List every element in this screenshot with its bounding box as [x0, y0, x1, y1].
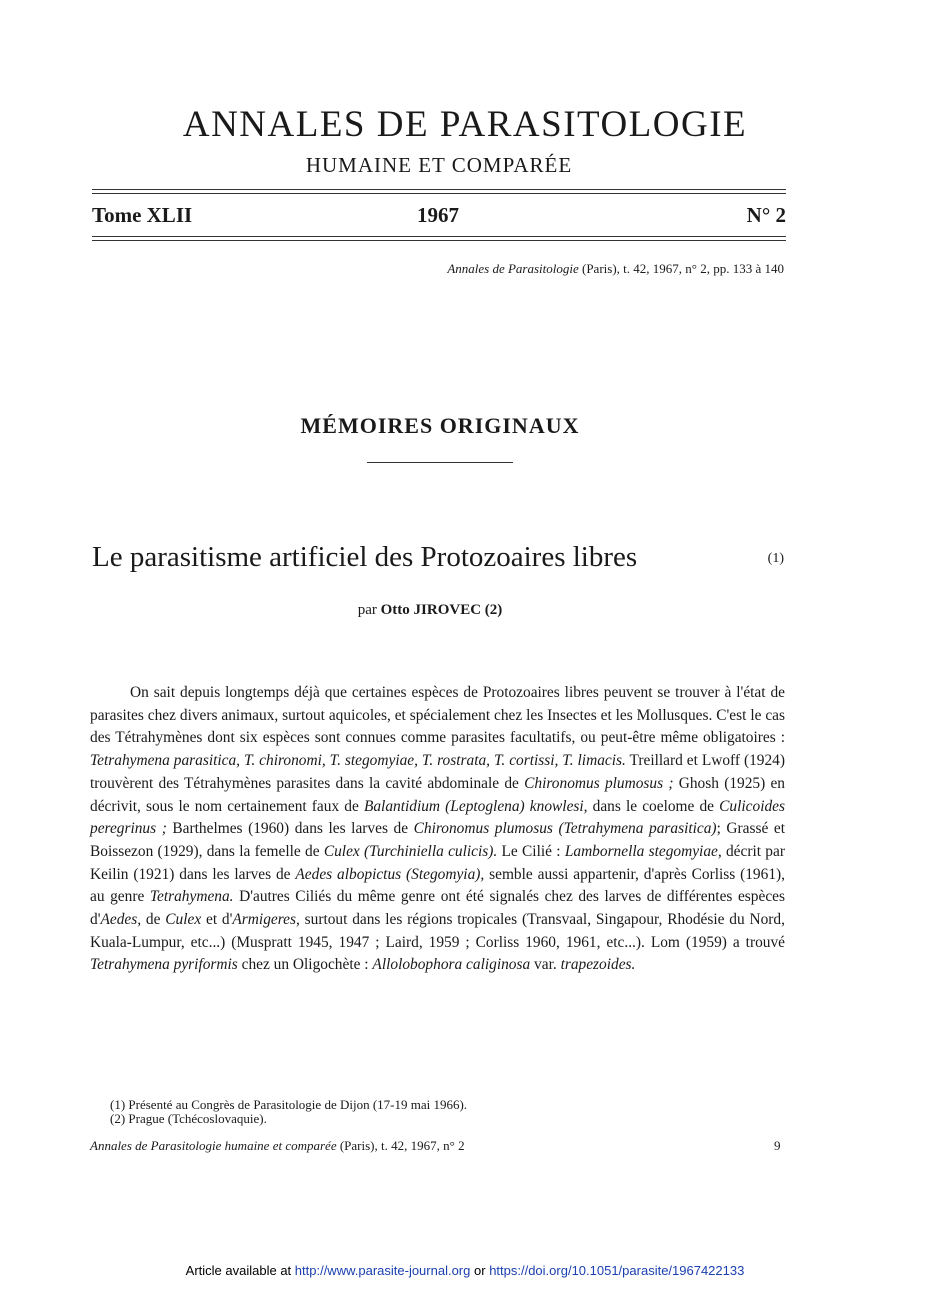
body-text-run: de [145, 911, 161, 929]
footnote-2: (2) Prague (Tchécoslovaquie). [110, 1111, 267, 1126]
footer-details: (Paris), t. 42, 1967, n° 2 [339, 1138, 465, 1153]
tome-label: Tome XLII [92, 203, 193, 227]
body-text-run: Treillard et Lwoff (1924) trouvèrent des Tétrahymènes parasites dans la cavité abdominale de [90, 752, 786, 792]
issue-row [92, 203, 786, 231]
title-footnote-ref: (1) [767, 551, 784, 566]
body-italic-run: Chironomus plumosus ; [524, 774, 674, 792]
body-paragraph [90, 682, 785, 977]
body-italic-run: Culex [165, 911, 202, 929]
author-name: Otto JIROVEC (2) [380, 602, 503, 618]
section-heading: MÉMOIRES ORIGINAUX [300, 413, 580, 438]
body-italic-run: Chironomus plumosus (Tetrahymena parasitica) [413, 820, 717, 838]
body-italic-run: Culicoides peregrinus ; [90, 797, 785, 838]
body-text-run: chez un Oligochète : [241, 956, 369, 974]
header-rule-top [92, 189, 786, 190]
body-italic-run: Culex (Turchiniella culicis). [323, 842, 498, 860]
body-text-run: surtout dans les régions tropicales (Transvaal, Singapour, Rhodésie du Nord, Kuala-Lumpur, etc...) (Muspratt 1945, 1947 ; Laird, 1959 ; Corliss 1960, 1961, etc...). Lom (1959) a trouvé [90, 911, 785, 951]
body-text-run: On sait depuis longtemps déjà que certaines espèces de Protozoaires libres peuvent se trouver à l'état de parasites chez divers animaux, surtout aquicoles, et spécialement chez les Insectes et les Mollusques. C'est le cas des Tétrahymènes dont six espèces sont connues comme parasites facultatifs, ou peut-être même obligatoires : [90, 684, 785, 747]
body-italic-run: Tetrahymena. [149, 888, 234, 906]
body-text-run: var. [534, 956, 557, 974]
footer-citation [90, 1138, 465, 1154]
notice-prefix: Article available at [185, 1263, 292, 1278]
body-italic-run: Tetrahymena pyriformis [90, 956, 238, 974]
article-title-text: Le parasitisme artificiel des Protozoaires libres [92, 541, 638, 573]
journal-title: ANNALES DE PARASITOLOGIE [182, 104, 748, 145]
availability-notice [0, 1263, 930, 1278]
citation-line [447, 261, 784, 277]
year-label: 1967 [417, 203, 459, 227]
footer-journal: Annales de Parasitologie humaine et comparée [90, 1138, 337, 1153]
body-italic-run: Aedes albopictus (Stegomyia), [295, 865, 485, 883]
doi-link[interactable]: https://doi.org/10.1051/parasite/1967422133 [489, 1263, 745, 1278]
page-number: 9 [774, 1138, 781, 1153]
body-text-run: Le Cilié : [501, 842, 561, 860]
body-italic-run: Lambornella stegomyiae, [564, 842, 722, 860]
body-italic-run: Aedes, [100, 911, 142, 929]
body-text-run: dans le coelome de [592, 797, 715, 815]
section-rule [367, 462, 513, 463]
body-text-run: décrit par Keilin (1921) dans les larves de [90, 842, 785, 883]
body-text-run: Barthelmes (1960) dans les larves de [172, 820, 409, 838]
footnote-1: (1) Présenté au Congrès de Parasitologie de Dijon (17-19 mai 1966). [110, 1097, 468, 1112]
body-text-run: D'autres Ciliés du même genre ont été signalés chez des larves de différentes espèces d' [90, 888, 785, 929]
body-text-run: et d' [206, 911, 233, 929]
notice-or: or [474, 1263, 486, 1278]
body-italic-run: Balantidium (Leptoglena) knowlesi, [363, 797, 588, 815]
issue-number: N° 2 [746, 203, 786, 227]
body-italic-run: Allolobophora caliginosa [372, 956, 531, 974]
header-rule-bottom-2 [92, 240, 786, 241]
journal-subtitle: HUMAINE ET COMPARÉE [305, 153, 573, 177]
body-italic-run: Tetrahymena parasitica, T. chironomi, T. stegomyiae, T. rostrata, T. cortissi, T. limacis. [90, 752, 626, 770]
header-rule-top-2 [92, 193, 786, 194]
body-italic-run: Armigeres, [232, 911, 300, 929]
journal-link[interactable]: http://www.parasite-journal.org [294, 1263, 471, 1278]
header-rule-bottom [92, 236, 786, 237]
citation-details: (Paris), t. 42, 1967, n° 2, pp. 133 à 140 [582, 261, 784, 276]
citation-journal: Annales de Parasitologie [447, 261, 579, 276]
author-prefix: par [357, 602, 377, 618]
body-text-run: ; Grassé et Boissezon (1929), dans la femelle de [90, 820, 785, 860]
body-italic-run: trapezoides. [560, 956, 636, 974]
article-title [92, 538, 786, 576]
body-text-run: Ghosh (1925) en décrivit, sous le nom certainement faux de [90, 774, 785, 815]
body-text-run: semble aussi appartenir, d'après Corliss (1961), au genre [90, 865, 785, 906]
author-line [0, 602, 860, 619]
